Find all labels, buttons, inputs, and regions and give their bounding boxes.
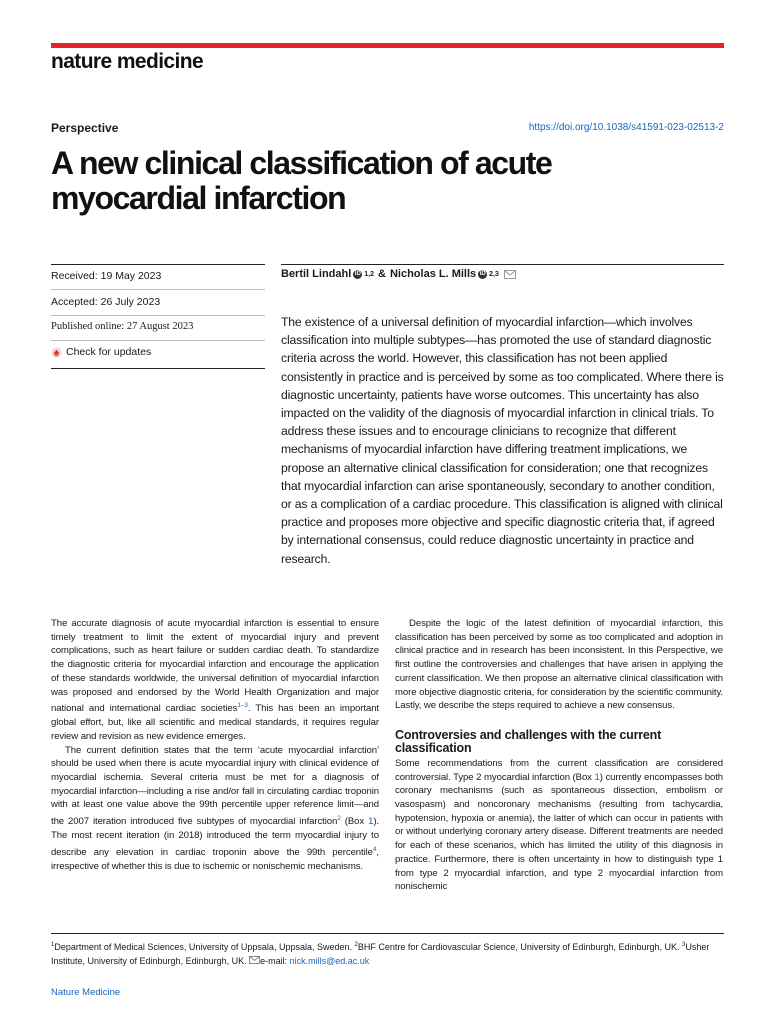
mail-icon: [249, 956, 260, 964]
check-for-updates-button[interactable]: [51, 346, 265, 358]
body-column-right: [395, 617, 723, 894]
paragraph: The current definition states that the term ‘acute myocardial infarction’ should be used when there is acute myocardial injury with clinical evidence of myocardial ischemia. Several criteria must be met for a diagnosis of myocardial infarction—including a rise and/or fall in circulating cardiac troponin with at least one value above the 99th percentile upper reference limit—and the 2007 iteration introduced five subtypes of myocardial infarction$^2$ (Box 1). The most recent iteration (in 2018) introduced the term myocardial injury to describe any elevation in cardiac troponin above the 99th percentile$^4$, irrespective of whether this is due to ischemic or nonischemic mechanisms.: [51, 744, 379, 872]
divider: [51, 264, 265, 265]
journal-header-bar: [51, 43, 724, 48]
accepted-date: Accepted: 26 July 2023: [51, 296, 161, 308]
article-type: Perspective: [51, 121, 119, 135]
divider: [281, 264, 724, 265]
citation-link[interactable]: 2: [337, 815, 341, 823]
divider: [51, 340, 265, 341]
orcid-icon[interactable]: iD: [354, 270, 361, 277]
body-column-left: [51, 617, 379, 873]
affiliations-footnote: $^1$Department of Medical Sciences, University of Uppsala, Uppsala, Sweden. $^2$BHF Centre for Cardiovascular Science, University of Edinburgh, Edinburgh, UK. $^3$Usher Institute, University of Edinburgh, Edinburgh, UK. e-mail: nick.mills@ed.ac.uk: [51, 942, 710, 966]
article-title: A new clinical classification of acute myocardial infarction: [51, 145, 552, 216]
divider: [51, 368, 265, 369]
paragraph: Despite the logic of the latest definition of myocardial infarction, this classification has been perceived by some as too complicated and adoption in clinical practice and in research has been inconsistent. In this Perspective, we first outline the controversies and challenges that have arisen in applying the current classification. We then propose an alternative clinical classification with more objective diagnostic criteria, for consideration by the scientific community. Lastly, we describe the steps required to achieve a new consensus.: [395, 618, 723, 712]
check-for-updates-label: Check for updates: [66, 346, 152, 358]
paragraph: Some recommendations from the current classification are considered controversial. Type 2 myocardial infarction (Box 1) currently encompasses both coronary mechanisms (such as spontaneous dissection, embolism or vasospasm) and noncoronary mechanisms (resulting from tachycardia, hypotension, hypoxia or anemia), the latter of which can occur in patients with or without underlying coronary artery disease. Different treatments are needed for each of these scenarios, which has limited the utility of this diagnosis in practice. Furthermore, there is often uncertainty in how to distinguish type 1 from type 2 myocardial infarction, and type 2 myocardial infarction from nonischemic: [395, 757, 723, 893]
citation-link[interactable]: 4: [372, 845, 377, 853]
author-separator: &: [378, 268, 386, 280]
box-link[interactable]: 1: [594, 771, 600, 783]
divider: [51, 289, 265, 290]
published-date: Published online: 27 August 2023: [51, 321, 194, 332]
paragraph: The accurate diagnosis of acute myocardial infarction is essential to ensure timely treatment to limit the extent of myocardial injury and prevent complications, such as heart failure or sudden cardiac death. To standardize the diagnostic criteria for myocardial infarction and encourage the application of these standards worldwide, the universal definition of myocardial infarction was proposed and endorsed by the World Health Organization and major national and international cardiac societies$^{1-3}$. This has been an important global effort, but, like all scientific and medical standards, it requires regular review and revision as new evidence emerges.: [51, 618, 379, 742]
author-affiliation: 2,3: [489, 270, 499, 278]
email-link[interactable]: nick.mills@ed.ac.uk: [289, 956, 370, 966]
divider: [51, 933, 724, 934]
section-heading: Controversies and challenges with the current classification: [395, 727, 662, 755]
journal-logo[interactable]: nature medicine: [51, 50, 204, 73]
author-list: [281, 268, 516, 280]
divider: [51, 315, 265, 316]
author-name[interactable]: Nicholas L. Mills: [389, 268, 477, 280]
author-name[interactable]: Bertil Lindahl: [281, 268, 352, 280]
received-date: Received: 19 May 2023: [51, 270, 162, 282]
abstract: The existence of a universal definition of myocardial infarction—which involves classification into multiple subtypes—has promoted the use of standard diagnostic criteria across the world. However, this classification has not been applied consistently in practice and is perceived by some as too complicated. Where there is diagnostic uncertainty, patients have worse outcomes. This uncertainty has also impacted on the validity of the diagnosis of myocardial infarction in clinical trials. To address these issues and to encourage clinicians to recognize that different mechanisms of myocardial infarction have differing treatment implications, we propose an alternative clinical classification for consideration; one that recognizes that myocardial infarction can arise spontaneously, secondary to another condition, or as a complication of a cardiac procedure. This classification is aligned with clinical practice and proposes more objective and specific diagnostic criteria that, if agreed by international consensus, could reduce diagnostic uncertainty in practice and research.: [281, 315, 724, 566]
check-for-updates-icon: [51, 347, 62, 358]
box-link[interactable]: 1: [368, 816, 374, 828]
author-affiliation: 1,2: [364, 270, 375, 278]
citation-link[interactable]: 1–3: [237, 702, 248, 710]
orcid-icon[interactable]: iD: [479, 270, 486, 277]
mail-icon[interactable]: [504, 270, 516, 279]
footer-journal-link[interactable]: Nature Medicine: [51, 987, 121, 998]
doi-link[interactable]: https://doi.org/10.1038/s41591-023-02513-2: [528, 122, 724, 133]
